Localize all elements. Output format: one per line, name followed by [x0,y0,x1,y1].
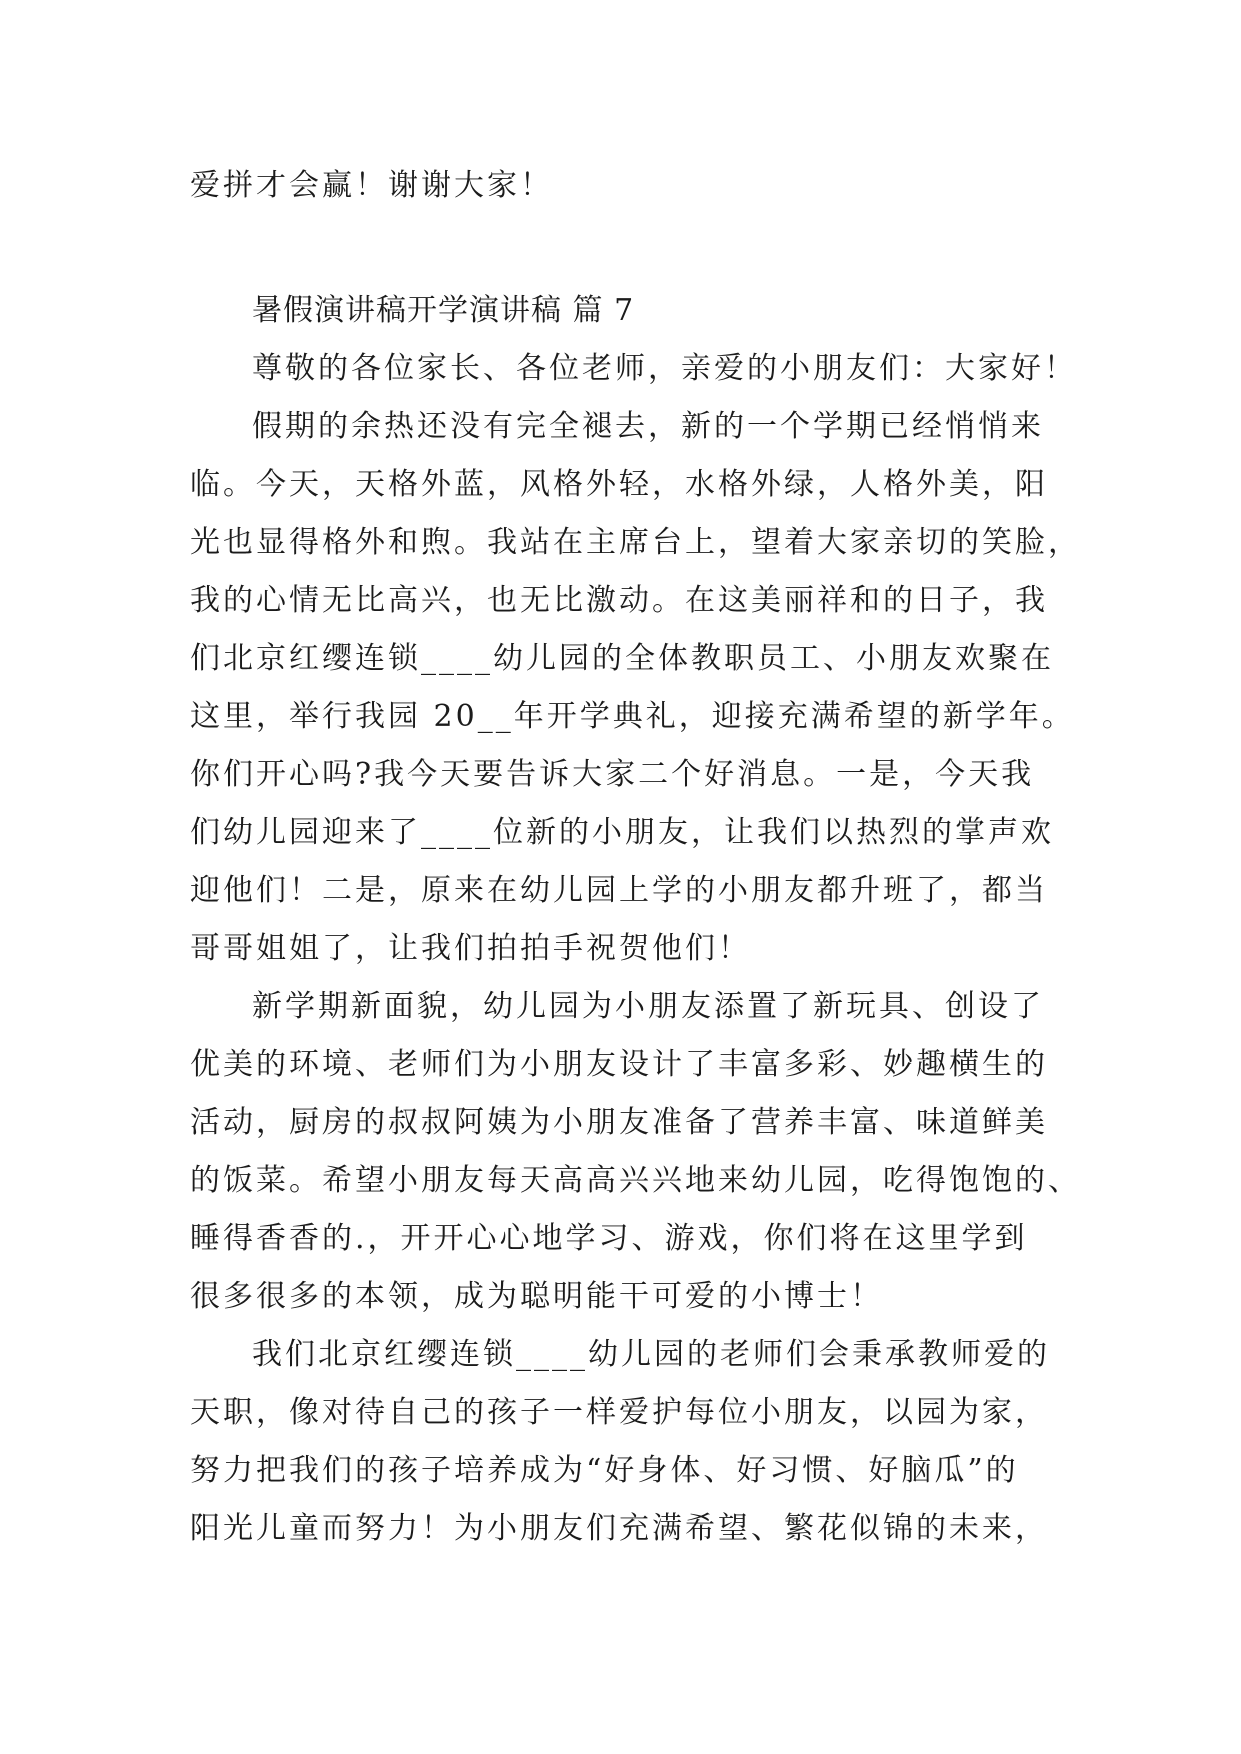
text-line: 新学期新面貌，幼儿园为小朋友添置了新玩具、创设了 [252,989,1044,1024]
text-line: 我的心情无比高兴，也无比激动。在这美丽祥和的日子，我 [190,583,1048,618]
text-line: 的饭菜。希望小朋友每天高高兴兴地来幼儿园，吃得饱饱的、 [190,1163,1081,1198]
text-line: 优美的环境、老师们为小朋友设计了丰富多彩、妙趣横生的 [190,1047,1048,1082]
text-line: 尊敬的各位家长、各位老师，亲爱的小朋友们：大家好！ [252,351,1077,386]
text-line: 这里，举行我园 20__年开学典礼，迎接充满希望的新学年。 [190,699,1075,734]
text-line: 临。今天，天格外蓝，风格外轻，水格外绿，人格外美，阳 [190,467,1048,502]
section-title: 暑假演讲稿开学演讲稿 篇 7 [252,293,635,328]
text-line: 们北京红缨连锁____幼儿园的全体教职员工、小朋友欢聚在 [190,641,1054,676]
text-line: 你们开心吗?我今天要告诉大家二个好消息。一是，今天我 [190,757,1035,792]
text-line: 光也显得格外和煦。我站在主席台上，望着大家亲切的笑脸， [190,525,1081,560]
text-line: 阳光儿童而努力！为小朋友们充满希望、繁花似锦的未来， [190,1511,1048,1546]
text-line: 活动，厨房的叔叔阿姨为小朋友准备了营养丰富、味道鲜美 [190,1105,1048,1140]
text-line: 天职，像对待自己的孩子一样爱护每位小朋友，以园为家， [190,1395,1048,1430]
text-line: 迎他们！二是，原来在幼儿园上学的小朋友都升班了，都当 [190,873,1048,908]
text-line: 很多很多的本领，成为聪明能干可爱的小博士！ [190,1279,883,1314]
text-line: 们幼儿园迎来了____位新的小朋友，让我们以热烈的掌声欢 [190,815,1054,850]
text-line: 我们北京红缨连锁____幼儿园的老师们会秉承教师爱的 [252,1337,1050,1372]
continuation-line: 爱拼才会赢！谢谢大家！ [190,168,553,203]
text-line: 睡得香香的.，开开心心地学习、游戏，你们将在这里学到 [190,1221,1028,1256]
text-line: 哥哥姐姐了，让我们拍拍手祝贺他们！ [190,931,751,966]
text-line: 假期的余热还没有完全褪去，新的一个学期已经悄悄来 [252,409,1044,444]
text-line: 努力把我们的孩子培养成为“好身体、好习惯、好脑瓜”的 [190,1453,1019,1488]
